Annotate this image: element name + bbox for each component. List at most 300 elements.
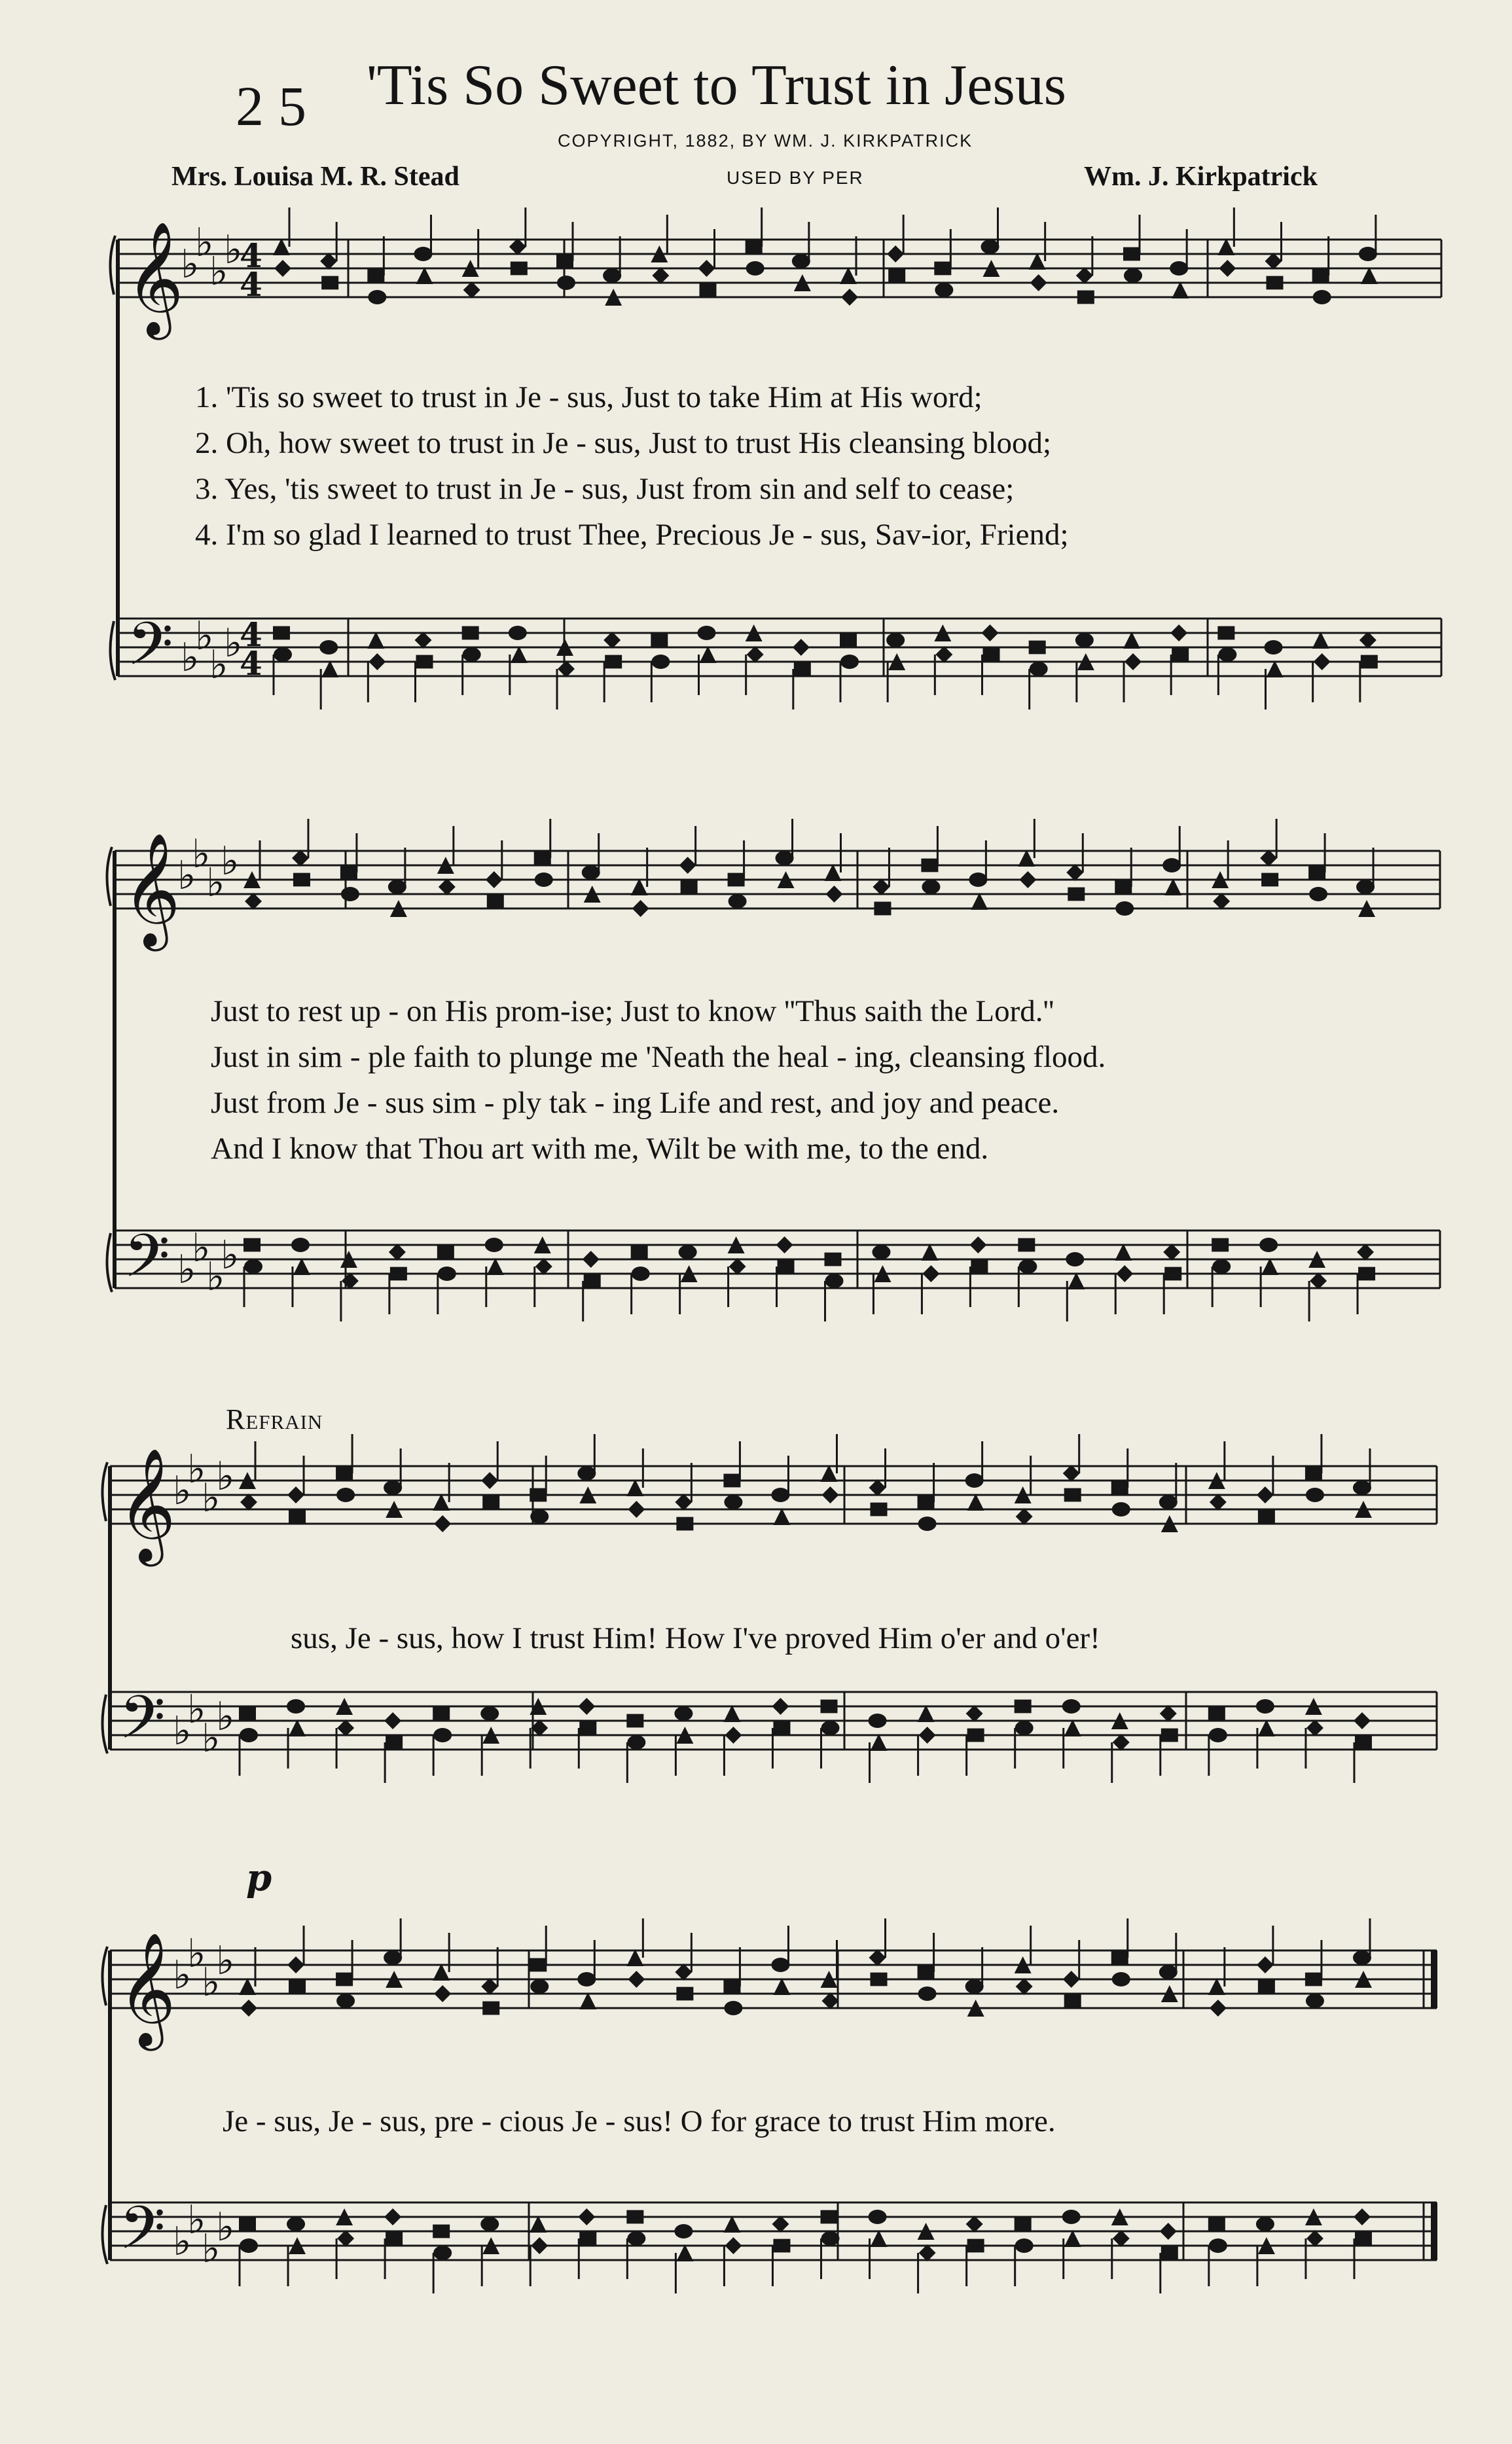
system-4-bass-note bbox=[674, 2224, 693, 2238]
system-3-treble-note bbox=[871, 1503, 888, 1517]
system-2-treble-note bbox=[1066, 864, 1083, 881]
system-2-treble-note bbox=[1019, 871, 1036, 888]
system-4-bass-note bbox=[1160, 2223, 1177, 2240]
system-1-bass-key-signature: ♭ bbox=[195, 613, 214, 659]
system-2-treble-note bbox=[1018, 850, 1035, 867]
system-2-treble-note bbox=[1309, 887, 1327, 901]
system-2-brace-curl bbox=[107, 847, 112, 1292]
system-3-treble-key-signature: ♭ bbox=[216, 1454, 235, 1500]
system-3-bass-note bbox=[871, 1734, 888, 1751]
system-1-treble-time-signature: 4 bbox=[240, 236, 262, 275]
system-4-treble-note bbox=[239, 1978, 256, 1995]
system-1-treble-note bbox=[463, 281, 480, 298]
system-3-bass-key-signature: ♭ bbox=[187, 1687, 206, 1733]
system-4-treble-note bbox=[287, 1956, 304, 1973]
refrain-label: Refrain bbox=[226, 1403, 323, 1435]
system-2-bass-note bbox=[729, 1258, 746, 1275]
system-1-treble-note bbox=[792, 254, 810, 268]
system-4-bass-note bbox=[1256, 2217, 1274, 2231]
system-3-bass-note bbox=[627, 1735, 645, 1750]
system-4-treble-note bbox=[918, 1986, 937, 2001]
system-2-bass-note bbox=[778, 1260, 795, 1274]
system-4-treble-note bbox=[530, 1958, 547, 1972]
system-3-bass-note bbox=[1161, 1729, 1178, 1742]
system-3-treble-clef: 𝄞 bbox=[118, 1448, 176, 1562]
copyright-line: COPYRIGHT, 1882, BY WM. J. KIRKPATRICK bbox=[558, 131, 973, 151]
system-1-bass-note bbox=[1312, 632, 1329, 649]
system-3-bass-note bbox=[1160, 1705, 1177, 1722]
system-4-treble-note bbox=[1210, 2000, 1227, 2017]
composer-credit: Wm. J. Kirkpatrick bbox=[1084, 162, 1318, 192]
system-4-bass-note bbox=[1208, 2218, 1225, 2231]
system-2-treble-note bbox=[1115, 880, 1132, 894]
system-3-treble-note bbox=[240, 1494, 257, 1511]
system-2-bass-note bbox=[969, 1236, 986, 1253]
system-4-bass-note bbox=[627, 2231, 645, 2246]
hymn-title: 'Tis So Sweet to Trust in Jesus bbox=[367, 54, 1066, 117]
system-4-bass-note bbox=[287, 2217, 305, 2231]
lyricist-credit: Mrs. Louisa M. R. Stead bbox=[171, 162, 459, 192]
system-3-treble-note bbox=[481, 1472, 498, 1489]
system-1-treble-note bbox=[1030, 274, 1047, 291]
verse-2-line-1: 2. Oh, how sweet to trust in Je - sus, Just to trust His cleansing blood; bbox=[195, 426, 1052, 460]
system-2-bass-note bbox=[921, 1244, 938, 1261]
system-3-treble-note bbox=[530, 1488, 547, 1502]
system-1-bass-note bbox=[367, 632, 384, 649]
system-2-bass-note bbox=[244, 1259, 262, 1274]
system-3-treble-note bbox=[1159, 1495, 1178, 1509]
system-4-treble-note bbox=[1353, 1950, 1371, 1965]
system-3-bass-note bbox=[1113, 1734, 1130, 1751]
system-1-treble-note bbox=[700, 283, 717, 297]
system-2-treble-note bbox=[776, 851, 794, 865]
system-3-bass-note bbox=[578, 1698, 595, 1715]
verse-4-line-1: 4. I'm so glad I learned to trust Thee, Precious Je - sus, Sav-ior, Friend; bbox=[195, 518, 1069, 552]
system-2-bass-note bbox=[971, 1260, 988, 1274]
system-4-treble-note bbox=[481, 1978, 498, 1995]
system-3-treble-key-signature: ♭ bbox=[173, 1468, 192, 1514]
system-3-treble-note bbox=[1353, 1481, 1371, 1495]
system-1-bass-note bbox=[935, 646, 952, 663]
system-4-bass-note bbox=[626, 2210, 643, 2224]
system-2-bass-note bbox=[1018, 1238, 1035, 1252]
system-3-bass-note bbox=[725, 1727, 742, 1744]
system-3-bass-note bbox=[723, 1705, 740, 1722]
system-1-bass-note bbox=[463, 647, 481, 662]
system-3-treble-note bbox=[822, 1486, 839, 1503]
system-1-bass-note bbox=[319, 640, 338, 655]
system-4-bass-note bbox=[966, 2216, 983, 2233]
system-2-bass-note bbox=[438, 1267, 456, 1281]
system-3-treble-note bbox=[577, 1466, 596, 1481]
system-1-treble-key-signature: ♭ bbox=[195, 220, 214, 266]
system-4-bass-note bbox=[433, 2225, 450, 2238]
system-2-bass-note bbox=[437, 1246, 454, 1259]
system-3-treble-note bbox=[434, 1515, 451, 1532]
system-3-bass-note bbox=[869, 1714, 887, 1728]
refrain-lyric-line-2: Je - sus, Je - sus, pre - cious Je - sus! O for grace to trust Him more. bbox=[223, 2104, 1056, 2138]
system-2-treble-note bbox=[874, 902, 891, 916]
system-2-treble-note bbox=[535, 872, 553, 887]
system-1-bass-note bbox=[369, 653, 386, 670]
system-3-treble-note bbox=[1257, 1486, 1274, 1503]
system-2-bass-note bbox=[1115, 1244, 1132, 1261]
system-2-treble-key-signature: ♭ bbox=[221, 838, 240, 884]
system-4-treble-note bbox=[579, 1992, 596, 2009]
system-3-bass-note bbox=[967, 1729, 984, 1742]
system-1-bass-note bbox=[274, 647, 292, 662]
system-1-treble-note bbox=[414, 247, 433, 261]
system-3-bass-note bbox=[384, 1712, 401, 1729]
system-2-bass-note bbox=[291, 1238, 310, 1252]
system-1-bass-note bbox=[698, 626, 716, 640]
system-1-bass-note bbox=[1125, 653, 1142, 670]
system-2-treble-note bbox=[245, 893, 262, 910]
system-2-treble-note bbox=[487, 895, 504, 908]
system-4-bass-clef: 𝄢 bbox=[119, 2193, 166, 2277]
system-4-bass-note bbox=[1064, 2230, 1081, 2247]
system-1-treble-note bbox=[320, 253, 337, 270]
system-2-treble-note bbox=[971, 893, 988, 910]
system-3-bass-note bbox=[287, 1699, 305, 1714]
system-3-bass-note bbox=[1258, 1719, 1275, 1736]
system-1-bass-note bbox=[840, 655, 859, 669]
system-1-bass-note bbox=[1029, 641, 1046, 655]
system-4-bass-note bbox=[1015, 2218, 1032, 2231]
system-2-treble-note bbox=[293, 873, 310, 887]
system-1-bass-key-signature: ♭ bbox=[181, 635, 200, 681]
system-3-treble-note bbox=[918, 1496, 935, 1509]
system-4-treble-note bbox=[965, 1979, 984, 1994]
system-2-treble-note bbox=[439, 878, 456, 895]
system-1-treble-note bbox=[1219, 260, 1236, 277]
system-3-bass-note bbox=[337, 1719, 354, 1736]
system-2-treble-key-signature: ♭ bbox=[206, 860, 225, 906]
system-2-bass-note bbox=[584, 1274, 601, 1288]
system-4-treble-note bbox=[1016, 1978, 1033, 1995]
system-4-bass-note bbox=[386, 2232, 403, 2246]
system-3-bass-note bbox=[919, 1727, 936, 1744]
system-1-treble-note bbox=[887, 245, 904, 262]
system-2-bass-note bbox=[583, 1251, 600, 1268]
system-2-bass-note bbox=[293, 1258, 310, 1275]
system-4-treble-note bbox=[626, 1949, 643, 1966]
system-4-treble-note bbox=[384, 1950, 402, 1965]
system-4-bass-note bbox=[1113, 2230, 1130, 2247]
system-1-bass-note bbox=[747, 646, 764, 663]
system-1-treble-note bbox=[1313, 290, 1331, 304]
system-1-bass-key-signature: ♭ bbox=[224, 620, 243, 666]
system-2-bass-note bbox=[1066, 1252, 1084, 1267]
system-2-bass-note bbox=[485, 1238, 503, 1252]
system-2-bass-note bbox=[632, 1267, 650, 1281]
system-1-bass-note bbox=[886, 633, 905, 647]
system-4-bass-note bbox=[821, 2210, 838, 2224]
system-1-treble-note bbox=[509, 238, 526, 255]
system-1-treble-time-signature: 4 bbox=[240, 265, 262, 304]
system-1-treble-note bbox=[274, 260, 291, 277]
verse-2-line-2: Just in sim - ple faith to plunge me 'Neath the heal - ing, cleansing flood. bbox=[211, 1040, 1106, 1074]
system-2-bass-note bbox=[390, 1267, 407, 1281]
system-4-treble-key-signature: ♭ bbox=[202, 1960, 221, 2005]
system-2-treble-note bbox=[1164, 878, 1181, 895]
system-3-treble-note bbox=[869, 1479, 886, 1496]
system-4-treble-note bbox=[336, 1994, 355, 2008]
system-1-bass-note bbox=[1030, 662, 1048, 676]
system-4-bass-key-signature: ♭ bbox=[173, 2219, 192, 2265]
system-3-bass-note bbox=[1354, 1712, 1371, 1729]
refrain-lyric-line-1: sus, Je - sus, how I trust Him! How I've proved Him o'er and o'er! bbox=[291, 1621, 1100, 1655]
verse-3-line-2: Just from Je - sus sim - ply tak - ing Life and rest, and joy and peace. bbox=[211, 1086, 1060, 1120]
system-3-treble-note bbox=[1306, 1488, 1324, 1502]
system-4-bass-key-signature: ♭ bbox=[202, 2226, 221, 2272]
system-4-bass-note bbox=[480, 2217, 499, 2231]
system-1-treble-note bbox=[934, 262, 951, 276]
system-2-bass-note bbox=[1261, 1258, 1278, 1275]
system-1-treble-note bbox=[746, 261, 765, 276]
system-1-treble-note bbox=[273, 238, 290, 255]
system-3-bass-note bbox=[433, 1707, 450, 1721]
system-2-treble-note bbox=[1308, 866, 1325, 880]
system-1-treble-note bbox=[1359, 247, 1377, 261]
system-4-treble-note bbox=[336, 1973, 353, 1986]
system-3-bass-note bbox=[773, 1721, 790, 1735]
system-2-treble-clef: 𝄞 bbox=[122, 833, 181, 946]
system-2-treble-key-signature: ♭ bbox=[192, 831, 211, 877]
system-1-treble-note bbox=[603, 268, 621, 283]
system-2-bass-note bbox=[776, 1236, 793, 1253]
system-1-bass-note bbox=[321, 660, 338, 677]
system-3-bass-note bbox=[1306, 1719, 1323, 1736]
system-3-bass-note bbox=[1064, 1719, 1081, 1736]
used-by-line: USED BY PER bbox=[727, 168, 864, 188]
system-4-bass-note bbox=[433, 2246, 452, 2260]
system-2-treble-note bbox=[1115, 901, 1134, 916]
system-4-treble-note bbox=[869, 1949, 886, 1966]
system-4-bass-key-signature: ♭ bbox=[187, 2197, 206, 2243]
system-1-bass-note bbox=[416, 655, 433, 669]
system-4-bass-note bbox=[871, 2230, 888, 2247]
system-4-treble-note bbox=[723, 1980, 740, 1994]
system-4-treble-note bbox=[918, 1966, 935, 1979]
system-4-treble-note bbox=[1208, 1978, 1225, 1995]
system-3-bass-note bbox=[579, 1721, 596, 1735]
system-2-treble-note bbox=[341, 887, 359, 901]
system-2-treble-note bbox=[729, 894, 747, 908]
system-1-bass-note bbox=[1123, 632, 1140, 649]
system-4-treble-note bbox=[676, 1987, 693, 2001]
system-4-treble-note bbox=[773, 1978, 790, 1995]
system-3-bass-note bbox=[821, 1721, 840, 1735]
system-2-bass-note bbox=[631, 1246, 648, 1259]
system-4-bass-note bbox=[1209, 2238, 1227, 2253]
system-2-treble-note bbox=[922, 880, 940, 894]
system-3-treble-note bbox=[1305, 1467, 1322, 1481]
system-2-bass-note bbox=[1018, 1259, 1037, 1274]
system-1-bass-note bbox=[1265, 640, 1283, 655]
system-1-treble-note bbox=[1124, 268, 1142, 283]
system-3-bass-note bbox=[386, 1736, 403, 1750]
system-1-treble-note bbox=[321, 276, 338, 290]
system-2-treble-note bbox=[921, 859, 938, 872]
system-1-treble-note bbox=[698, 260, 715, 277]
system-4-treble-key-signature: ♭ bbox=[173, 1952, 192, 1998]
system-4-treble-note bbox=[289, 1980, 306, 1994]
system-3-treble-note bbox=[771, 1488, 789, 1502]
system-1-treble-note bbox=[841, 289, 858, 306]
hymn-number: 25 bbox=[236, 75, 321, 137]
system-4-bass-note bbox=[578, 2208, 595, 2225]
system-4-treble-note bbox=[240, 2000, 257, 2017]
system-3-treble-note bbox=[336, 1488, 355, 1502]
system-2-treble-note bbox=[1213, 893, 1230, 910]
system-4-bass-note bbox=[579, 2232, 596, 2246]
system-3-bass-key-signature: ♭ bbox=[202, 1716, 221, 1761]
system-2-treble-note bbox=[292, 850, 309, 867]
system-3-bass-note bbox=[1062, 1699, 1081, 1714]
system-2-bass-key-signature: ♭ bbox=[221, 1232, 240, 1278]
system-3-treble-key-signature: ♭ bbox=[202, 1475, 221, 1521]
system-2-treble-note bbox=[582, 865, 600, 880]
system-4-treble-note bbox=[1063, 1971, 1080, 1988]
system-1-treble-note bbox=[1029, 253, 1046, 270]
system-4-bass-note bbox=[384, 2208, 401, 2225]
system-4-bass-note bbox=[723, 2216, 740, 2233]
system-4-bass-note bbox=[869, 2210, 887, 2224]
system-4-treble-note bbox=[1258, 1980, 1275, 1994]
system-1-bass-note bbox=[983, 648, 1000, 662]
system-3-bass-note bbox=[1015, 1700, 1032, 1714]
system-1-bass-note bbox=[511, 646, 528, 663]
system-3-bass-note bbox=[1208, 1707, 1225, 1721]
system-4-bass-note bbox=[240, 2238, 258, 2253]
system-2-bass-note bbox=[1212, 1238, 1229, 1252]
system-1-bass-note bbox=[1217, 626, 1234, 640]
system-1-bass-note bbox=[605, 655, 622, 669]
system-3-brace-curl bbox=[102, 1462, 107, 1753]
system-4-bass-note bbox=[1306, 2230, 1323, 2247]
system-4-bass-note bbox=[239, 2218, 256, 2231]
system-2-treble-note bbox=[1261, 873, 1278, 887]
system-2-treble-key-signature: ♭ bbox=[177, 853, 196, 899]
system-2-bass-note bbox=[243, 1238, 261, 1252]
system-3-treble-note bbox=[336, 1467, 353, 1481]
system-4-treble-clef: 𝄞 bbox=[118, 1932, 176, 2046]
system-1-bass-clef: 𝄢 bbox=[127, 609, 173, 693]
system-2-treble-note bbox=[873, 878, 890, 895]
system-3-treble-note bbox=[965, 1473, 984, 1488]
system-1-bass-note bbox=[1170, 624, 1187, 641]
system-2-bass-note bbox=[1259, 1238, 1278, 1252]
system-1-treble-note bbox=[1265, 253, 1282, 270]
system-1-treble-note bbox=[1076, 267, 1093, 284]
system-3-treble-note bbox=[287, 1486, 304, 1503]
system-4-treble-note bbox=[482, 2002, 499, 2015]
system-4-bass-note bbox=[676, 2244, 693, 2261]
system-1-bass-note bbox=[273, 626, 290, 640]
system-2-treble-note bbox=[1068, 888, 1085, 901]
system-2-treble-note bbox=[534, 852, 551, 865]
system-4-bass-note bbox=[530, 2216, 547, 2233]
system-3-bass-key-signature: ♭ bbox=[216, 1694, 235, 1740]
system-4-treble-note bbox=[433, 1964, 450, 1981]
system-2-bass-note bbox=[679, 1245, 697, 1259]
system-3-treble-note bbox=[1063, 1465, 1080, 1482]
system-3-treble-note bbox=[1258, 1510, 1275, 1524]
system-2-treble-note bbox=[1356, 880, 1375, 894]
system-3-treble-note bbox=[626, 1479, 643, 1496]
system-1-bass-note bbox=[840, 634, 857, 647]
system-1-treble-note bbox=[556, 255, 573, 268]
system-1-bass-note bbox=[651, 655, 670, 669]
system-4-treble-note bbox=[1257, 1956, 1274, 1973]
system-2-treble-note bbox=[825, 864, 842, 881]
system-1-treble-note bbox=[1267, 276, 1284, 290]
system-3-bass-note bbox=[772, 1698, 789, 1715]
system-4-treble-note bbox=[1159, 1965, 1178, 1979]
system-4-brace-curl bbox=[102, 1947, 107, 2264]
system-2-bass-note bbox=[1164, 1267, 1181, 1281]
system-2-bass-note bbox=[825, 1253, 842, 1267]
system-2-bass-key-signature: ♭ bbox=[192, 1225, 211, 1271]
system-1-bass-note bbox=[793, 639, 810, 656]
system-4-treble-note bbox=[871, 1973, 888, 1986]
system-3-bass-key-signature: ♭ bbox=[173, 1708, 192, 1754]
system-4-bass-note bbox=[772, 2216, 789, 2233]
system-1-treble-note bbox=[652, 267, 669, 284]
system-4-bass-note bbox=[337, 2230, 354, 2247]
system-2-treble-note bbox=[728, 873, 745, 887]
system-1-treble-note bbox=[557, 276, 575, 290]
system-4-bass-note bbox=[1161, 2246, 1178, 2260]
system-3-bass-note bbox=[480, 1706, 499, 1721]
system-3-bass-clef: 𝄢 bbox=[119, 1683, 166, 1767]
system-1-bass-note bbox=[651, 634, 668, 647]
system-2-treble-note bbox=[486, 871, 503, 888]
system-1-bass-note bbox=[509, 626, 527, 640]
system-3-treble-note bbox=[723, 1474, 740, 1488]
system-3-treble-note bbox=[675, 1494, 692, 1511]
system-2-bass-note bbox=[1068, 1272, 1085, 1289]
system-2-bass-note bbox=[1358, 1267, 1375, 1281]
system-1-treble-note bbox=[1172, 281, 1189, 298]
system-3-bass-note bbox=[289, 1719, 306, 1736]
system-4-treble-key-signature: ♭ bbox=[216, 1938, 235, 1984]
system-4-treble-note bbox=[1112, 1972, 1130, 1986]
system-4-treble-note bbox=[434, 1985, 451, 2002]
system-1-treble-note bbox=[367, 269, 384, 283]
system-1-bass-note bbox=[700, 646, 717, 663]
system-2-bass-note bbox=[342, 1272, 359, 1289]
verse-4-line-2: And I know that Thou art with me, Wilt be with me, to the end. bbox=[211, 1132, 989, 1166]
system-4-treble-note bbox=[577, 1972, 596, 1986]
system-1-bass-note bbox=[1314, 653, 1331, 670]
system-1-treble-key-signature: ♭ bbox=[209, 249, 228, 295]
system-2-bass-note bbox=[872, 1245, 890, 1259]
system-1-bass-note bbox=[558, 660, 575, 677]
system-1-bass-note bbox=[1359, 632, 1377, 649]
system-4-treble-note bbox=[1305, 1973, 1322, 1986]
system-3-bass-note bbox=[626, 1714, 643, 1728]
system-3-treble-note bbox=[773, 1508, 790, 1525]
system-2-treble-note bbox=[1260, 850, 1277, 867]
system-3-treble-note bbox=[482, 1496, 499, 1509]
system-2-treble-note bbox=[681, 880, 698, 894]
system-1-treble-note bbox=[1312, 269, 1329, 283]
system-2-bass-note bbox=[389, 1244, 406, 1261]
system-3-bass-note bbox=[1256, 1699, 1274, 1714]
system-2-treble-note bbox=[679, 857, 696, 874]
